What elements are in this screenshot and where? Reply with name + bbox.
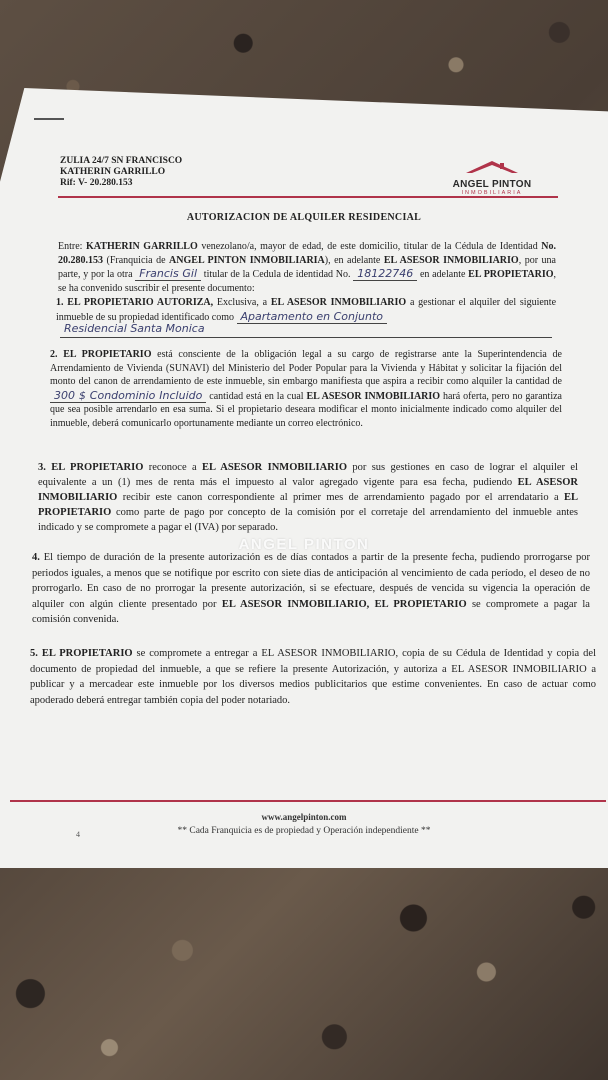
clause-1-bold-1: EL PROPIETARIO AUTORIZA,: [67, 297, 214, 308]
franchise-rif: Rif: V- 20.280.153: [60, 178, 133, 188]
logo-subtitle: INMOBILIARIA: [461, 190, 523, 196]
franchise-header: [60, 156, 182, 189]
clause-2-text-3: hará oferta, pero no garantiza que sea posible arrendarlo en esa suma. Si el propietario deseara modificar el monto inicialmente indicado como alquiler del inmueble, deberá comunicarlo oportunamente mediante un correo electrónico.: [50, 390, 562, 429]
clause-5-number: 5.: [30, 648, 38, 659]
clause-2-bold-2: EL ASESOR INMOBILIARIO: [306, 390, 441, 402]
clause-1-text-1: Exclusiva, a: [213, 297, 271, 308]
clause-4-number: 4.: [32, 552, 40, 563]
intro-paragraph: [58, 240, 556, 295]
house-roof-icon: [462, 160, 522, 174]
intro-text-2: venezolano/a, mayor de edad, de este domicilio, titular de la Cédula de Identidad: [197, 241, 542, 252]
clause-2-number: 2.: [50, 349, 58, 360]
intro-text-3: (Franquicia de: [103, 254, 170, 266]
logo-name: ANGEL PINTON: [452, 179, 532, 190]
owner-id-handwritten: 18122746: [353, 267, 417, 281]
clause-5: [30, 646, 596, 708]
rent-amount-handwritten: 300 $ Condominio Incluido: [50, 389, 206, 403]
document-title: AUTORIZACION DE ALQUILER RESIDENCIAL: [186, 212, 422, 223]
property-name-handwritten: Residencial Santa Monica: [64, 322, 205, 335]
clause-3-text-3: recibir este canon correspondiente al primer mes de arrendamiento pagado por el arrendatario a: [117, 492, 564, 503]
clause-1-line-2: [60, 322, 552, 338]
franchise-name: ANGEL PINTON INMOBILIARIA: [169, 254, 325, 266]
clause-1: [56, 296, 556, 324]
clause-2-text-2: cantidad está en la cual: [206, 390, 307, 402]
clause-2-text-1: está consciente de la obligación legal a su cargo de registrarse ante la Superintendencia de Arrendamiento de Vivienda (SUNAVI) del Ministerio del Poder Popular para la Vivienda y Hábitat y solicitar la fijación del monto del canon de arrendamiento de este inmueble, sin embargo manifiesta que aspira a recibir como alquiler la cantidad de: [50, 349, 562, 387]
clause-3-bold-4: EL PROPIETARIO: [38, 492, 578, 518]
intro-text-5: , por una parte, y por la otra: [58, 254, 556, 280]
clause-3-number: 3.: [38, 462, 46, 473]
clause-4-text-2: se compromete a pagar la comisión convenida.: [32, 598, 590, 625]
intro-text-1: Entre:: [58, 241, 87, 252]
clause-4-text-1: El tiempo de duración de la presente autorización es de días contados a partir de la presente fecha, pudiendo prorrogarse por periodos iguales, a menos que se notifique por escrito con siete dias de anticipación al vencimiento de cada período, el deseo de no prorrogarlo. En caso de no prorrogar la presente autorización, si se efectuare, después de vencida su vigencia la operación de alquiler con algún cliente presentado por: [32, 552, 590, 610]
clause-3-bold-2: EL ASESOR INMOBILIARIO: [202, 462, 347, 473]
clause-1-number: 1.: [56, 297, 64, 308]
owner-label: EL PROPIETARIO: [468, 269, 554, 280]
franchise-office: ZULIA 24/7 SN FRANCISCO: [60, 156, 183, 166]
intro-text-4: ), en adelante: [324, 254, 384, 266]
corner-dash-mark: [34, 118, 64, 120]
clause-4: [32, 550, 590, 628]
clause-3-text-2: por sus gestiones en caso de lograr el alquiler el equivalente a un (1) mes de renta más el impuesto al valor agregado vigente para esa fecha, pudiendo: [38, 462, 578, 488]
clause-2-bold-1: EL PROPIETARIO: [63, 349, 152, 360]
clause-3-bold-1: EL PROPIETARIO: [51, 462, 144, 473]
asesor-id: No. 20.280.153: [58, 241, 557, 266]
clause-1-bold-2: EL ASESOR INMOBILIARIO: [270, 297, 407, 308]
property-type-handwritten: Apartamento en Conjunto: [237, 310, 387, 324]
clause-3-text-4: como parte de pago por concepto de la comisión por el corretaje del arrendamiento del inmueble antes indicado y se compromete a pagar el (IVA) por separado.: [38, 507, 578, 533]
clause-4-bold-1: EL ASESOR INMOBILIARIO, EL PROPIETARIO: [221, 598, 467, 610]
asesor-name: KATHERIN GARRILLO: [86, 241, 198, 252]
franchise-owner: KATHERIN GARRILLO: [60, 167, 166, 177]
header-divider: [58, 196, 558, 198]
clause-5-bold-1: EL PROPIETARIO: [41, 648, 133, 659]
clause-2: [50, 348, 562, 430]
asesor-label: EL ASESOR INMOBILIARIO: [383, 254, 519, 266]
intro-text-7: en adelante: [417, 269, 469, 280]
watermark-text: ANGEL PINTON: [238, 536, 370, 553]
clause-5-text-1: se compromete a entregar a EL ASESOR INMOBILIARIO, copia de su Cédula de Identidad y copia del documento de propiedad del inmueble, a que se refiere la presente Autorización, y autoriza a EL ASESOR INMOBILIARIO a publicar y a mercadear este inmueble por los diversos medios publicitarios que estime convenientes. En caso de actuar como apoderado deberá entregar también copia del poder notariado.: [30, 648, 596, 706]
clause-1-text-2: a gestionar el alquiler del siguiente inmueble de su propiedad identificado como: [56, 297, 557, 323]
footer-website: www.angelpinton.com: [261, 812, 347, 822]
owner-name-handwritten: Francis Gil: [135, 267, 201, 281]
angel-pinton-logo: [440, 160, 544, 194]
clause-3-bold-3: EL ASESOR INMOBILIARIO: [38, 477, 578, 503]
footer-page-mark: 4: [76, 830, 80, 839]
footer-franchise-note: ** Cada Franquicia es de propiedad y Operación independiente **: [177, 826, 431, 836]
intro-text-8: , se ha convenido suscribir el presente documento:: [58, 269, 557, 294]
clause-3: [38, 460, 578, 535]
footer-divider: [10, 800, 606, 802]
clause-3-text-1: reconoce a: [143, 462, 203, 473]
intro-text-6: titular de la Cedula de identidad No.: [201, 269, 354, 280]
